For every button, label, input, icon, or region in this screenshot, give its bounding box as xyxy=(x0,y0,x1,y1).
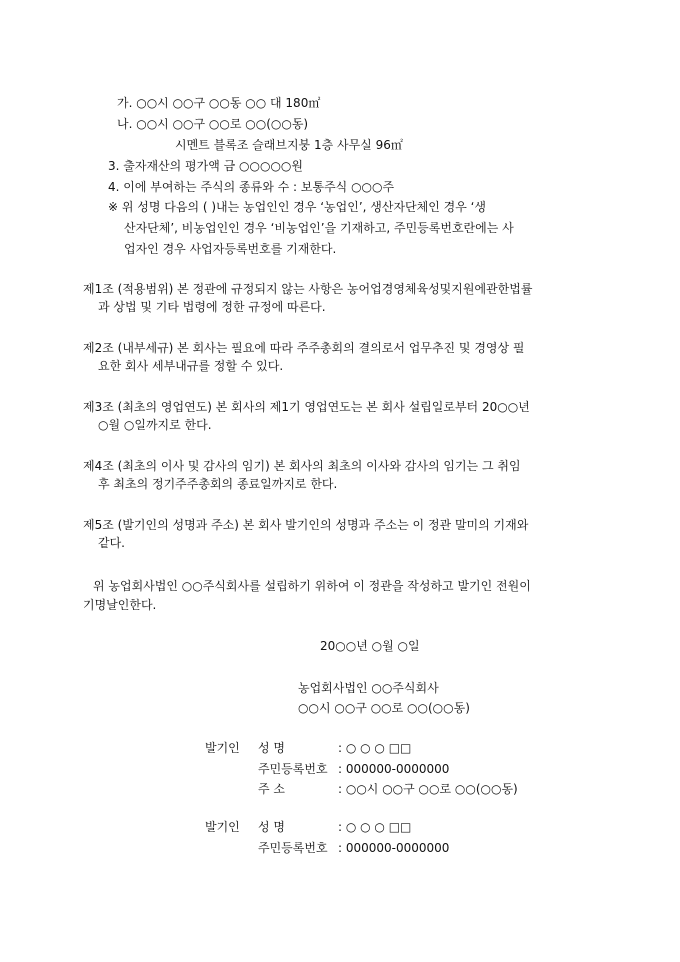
property-item-na-detail: 시멘트 블록조 슬래브지붕 1층 사무실 96㎡ xyxy=(175,138,403,152)
article-4-line-1: 제4조 (최초의 이사 및 감사의 임기) 본 회사의 최초의 이사와 감사의 임기는 그 취임 xyxy=(83,459,521,473)
article-5-line-2: 같다. xyxy=(98,536,125,550)
promoter-1-address-value: : ○○시 ○○구 ○○로 ○○(○○동) xyxy=(338,782,518,796)
article-3-line-2: ○월 ○일까지로 한다. xyxy=(98,418,212,432)
promoter-1-id-value: : 000000-0000000 xyxy=(338,762,450,776)
promoter-2-title: 발기인 xyxy=(205,820,240,834)
article-2-line-1: 제2조 (내부세규) 본 회사는 필요에 따라 주주총회의 결의로서 업무추진 및 경영상 필 xyxy=(83,341,525,355)
company-name: 농업회사법인 ○○주식회사 xyxy=(298,681,439,695)
promoter-2-id-label: 주민등록번호 xyxy=(258,841,328,855)
article-1-line-1: 제1조 (적용범위) 본 정관에 규정되지 않는 사항은 농어업경영체육성및지원에관한법률 xyxy=(83,282,533,296)
article-4-line-2: 후 최초의 정기주주총회의 종료일까지로 한다. xyxy=(98,477,338,491)
promoter-2-name-value: : ○ ○ ○ □□ xyxy=(338,820,412,834)
property-item-na: 나. ○○시 ○○구 ○○로 ○○(○○동) xyxy=(117,117,309,131)
company-address: ○○시 ○○구 ○○로 ○○(○○동) xyxy=(298,701,470,715)
closing-line-2: 기명날인한다. xyxy=(83,598,157,612)
article-5-line-1: 제5조 (발기인의 성명과 주소) 본 회사 발기인의 성명과 주소는 이 정관 말미의 기재와 xyxy=(83,518,529,532)
signing-date: 20○○년 ○월 ○일 xyxy=(320,639,420,653)
article-3-line-1: 제3조 (최초의 영업연도) 본 회사의 제1기 영업연도는 본 회사 설립일로부터 20○○년 xyxy=(83,400,530,414)
article-1-line-2: 과 상법 및 기타 법령에 정한 규정에 따른다. xyxy=(98,300,326,314)
note-line-3: 업자인 경우 사업자등록번호를 기재한다. xyxy=(124,242,337,256)
article-2-line-2: 요한 회사 세부내규를 정할 수 있다. xyxy=(98,359,284,373)
promoter-1-id-label: 주민등록번호 xyxy=(258,762,328,776)
promoter-1-title: 발기인 xyxy=(205,741,240,755)
promoter-1-name-value: : ○ ○ ○ □□ xyxy=(338,741,412,755)
note-line-2: 산자단체’, 비농업인인 경우 ‘비농업인’을 기재하고, 주민등록번호란에는 사 xyxy=(124,221,514,235)
promoter-2-name-label: 성 명 xyxy=(258,820,285,834)
closing-line-1: 위 농업회사법인 ○○주식회사를 설립하기 위하여 이 정관을 작성하고 발기인 전원이 xyxy=(93,579,531,593)
promoter-1-name-label: 성 명 xyxy=(258,741,285,755)
promoter-1-address-label: 주 소 xyxy=(258,782,285,796)
note-line-1: ※ 위 성명 다음의 ( )내는 농업인인 경우 ‘농업인’, 생산자단체인 경우 ‘생 xyxy=(108,200,487,214)
promoter-2-id-value: : 000000-0000000 xyxy=(338,841,450,855)
appraisal-value-item: 3. 출자재산의 평가액 금 ○○○○○원 xyxy=(108,159,303,173)
share-type-item: 4. 이에 부여하는 주식의 종류와 수 : 보통주식 ○○○주 xyxy=(108,180,395,194)
property-item-ga: 가. ○○시 ○○구 ○○동 ○○ 대 180㎡ xyxy=(117,96,321,110)
